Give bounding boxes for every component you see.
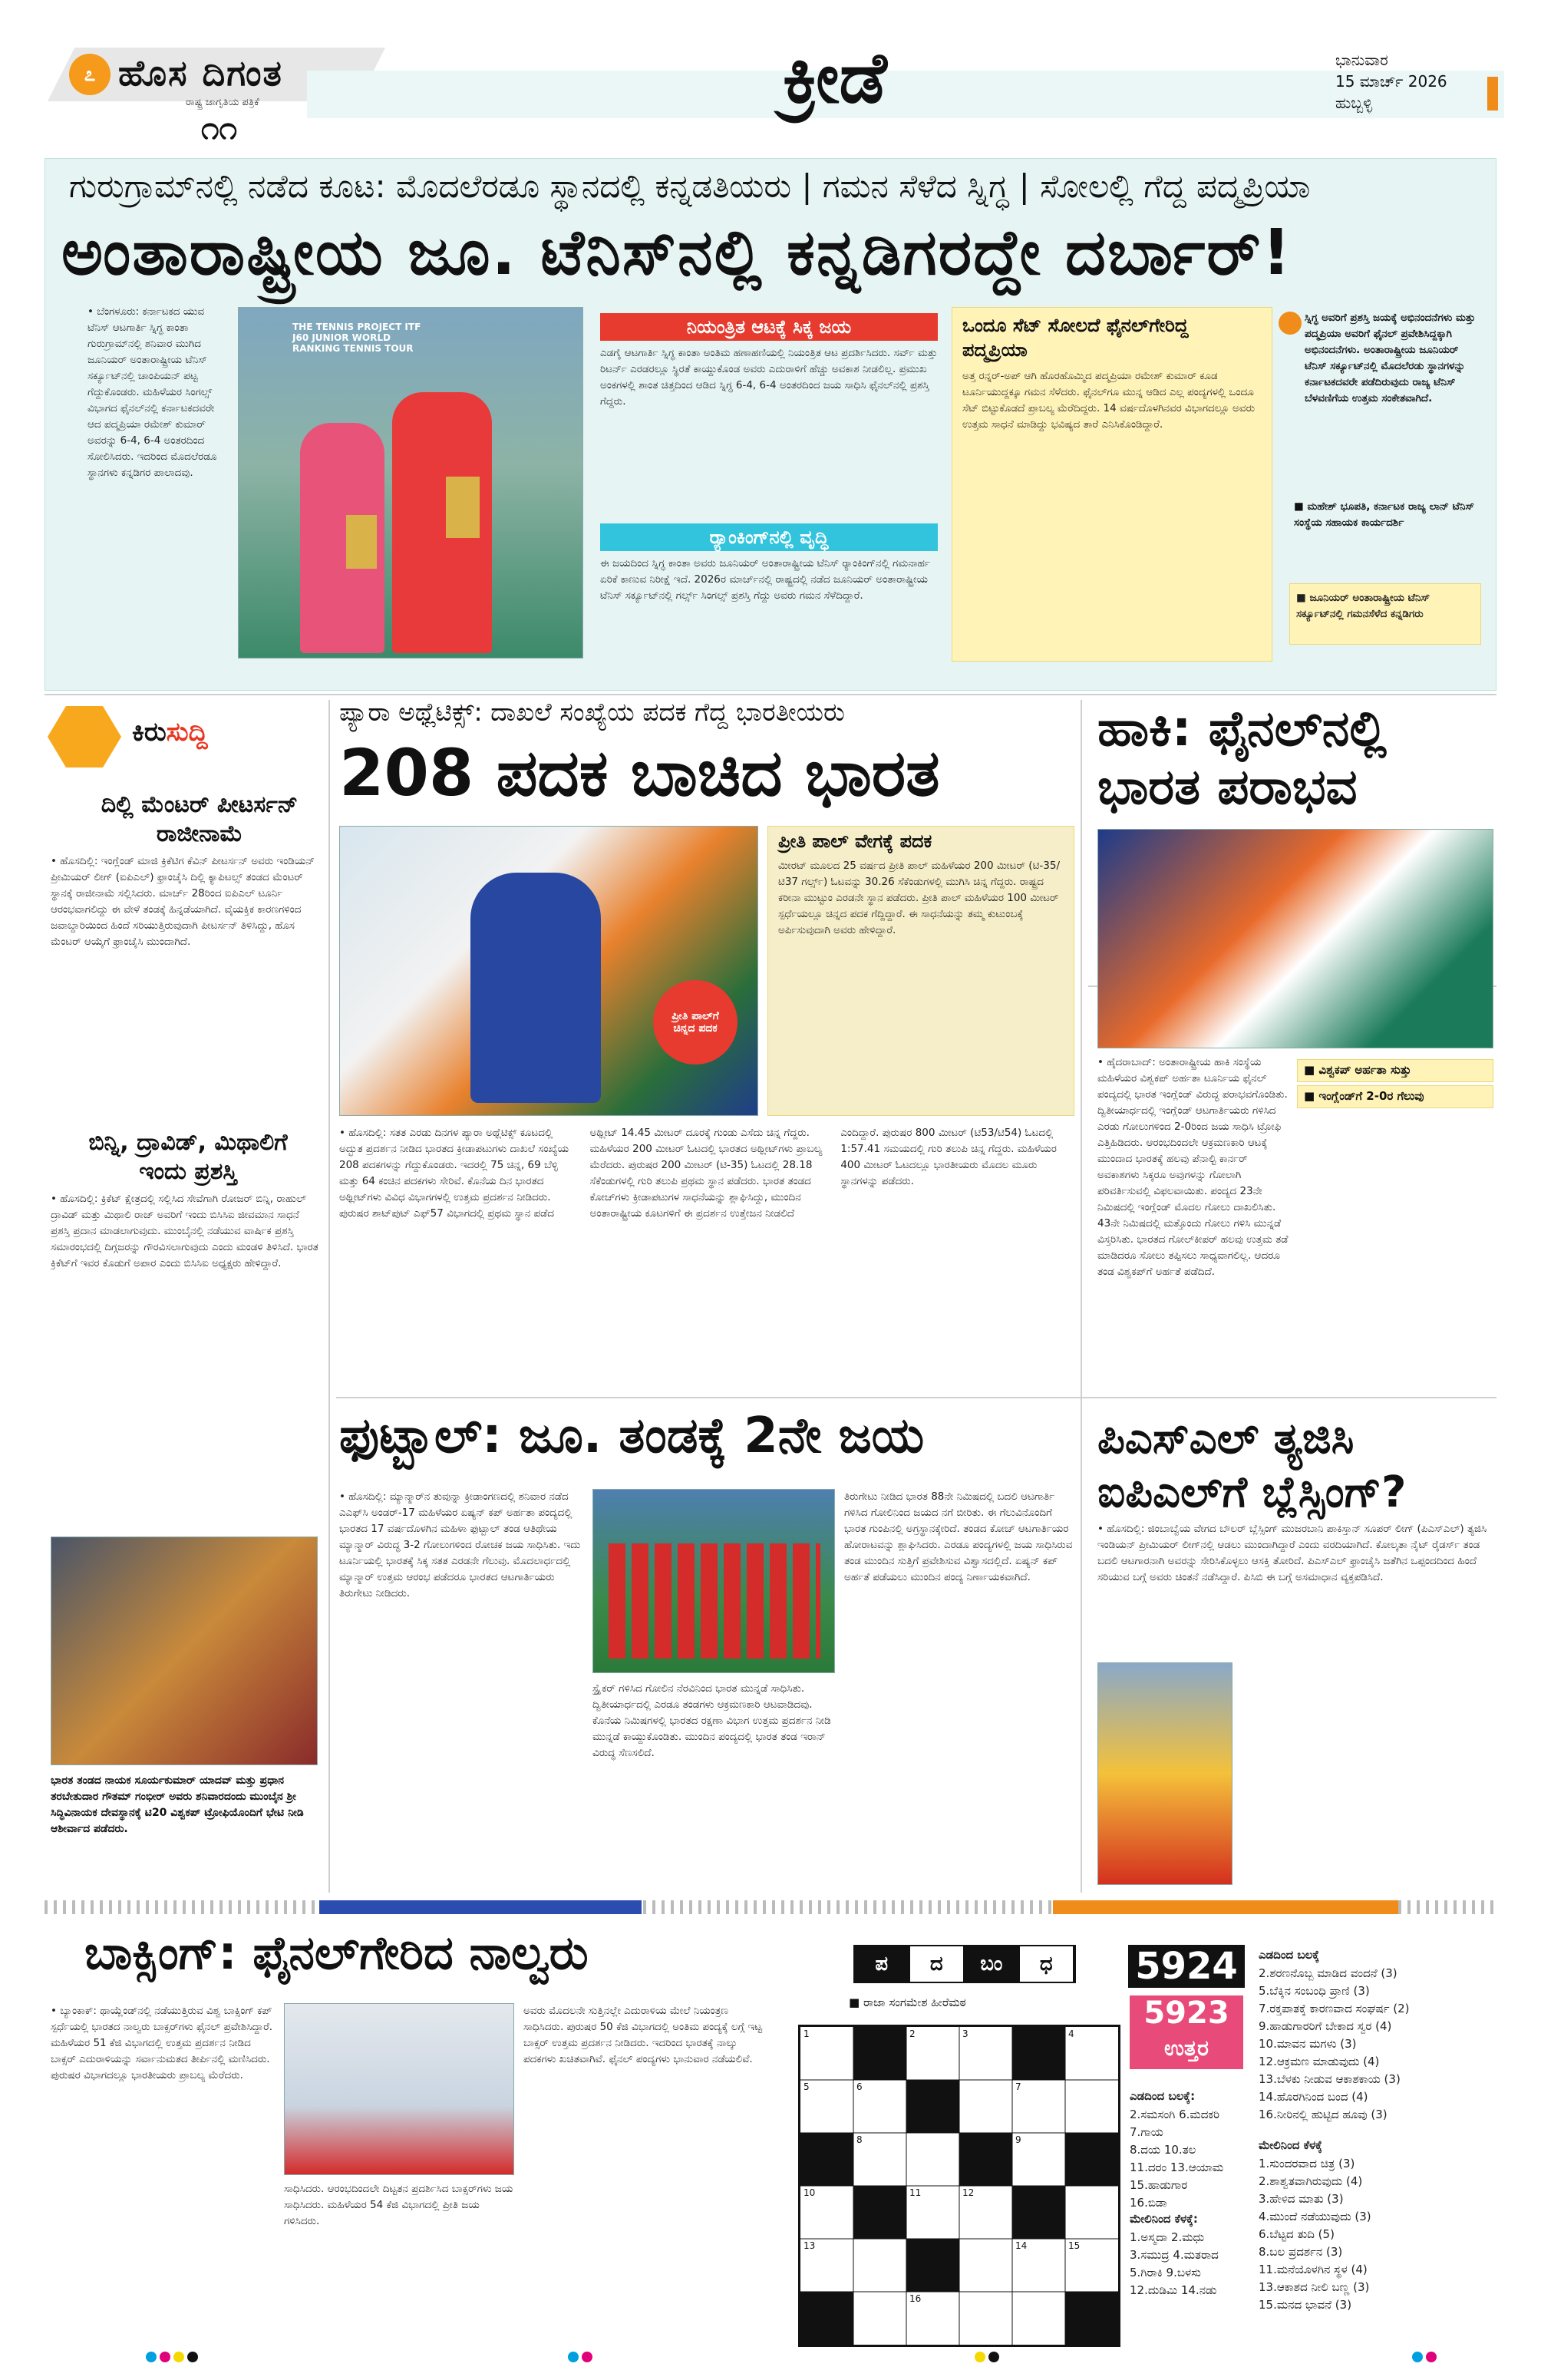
crossword-grid-svg	[800, 2027, 1118, 2345]
kiru-item2-title: ಬಿನ್ನಿ, ದ್ರಾವಿಡ್, ಮಿಥಾಲಿಗೆ ಇಂದು ಪ್ರಶಸ್ತಿ	[88, 1129, 288, 1185]
cw-num-4: 4	[1068, 2028, 1074, 2039]
kiru-photo	[51, 1537, 318, 1765]
photo-badge: ಪ್ರೀತಿ ಪಾಲ್‌ಗೆ ಚಿನ್ನದ ಪದಕ	[653, 980, 738, 1065]
psl-body: • ಹೊಸದಿಲ್ಲಿ: ಜಿಂಬಾಬ್ವೆಯ ವೇಗದ ಬೌಲರ್ ಬ್ಲೆಸ್ಸಿಂಗ್ ಮುಜರಬಾನಿ ಪಾಕಿಸ್ತಾನ್ ಸೂಪರ್ ಲೀಗ್ (ಪಿಎಸ್‌ಎಲ್) ತ್ಯಜಿಸಿ ಇಂಡಿಯನ್ ಪ್ರೀಮಿಯರ್ ಲೀಗ್‌ನಲ್ಲಿ ಆಡಲು ಮುಂದಾಗಿದ್ದಾರೆ ಎಂದು ವರದಿಯಾಗಿದೆ. ಕೋಲ್ಕತಾ ನೈಟ್ ರೈಡರ್ಸ್ ತಂಡ ಬದಲಿ ಆಟಗಾರನಾಗಿ ಅವರನ್ನು ಸೇರಿಸಿಕೊಳ್ಳಲು ಆಸಕ್ತಿ ತೋರಿದೆ. ಪಿಎಸ್‌ಎಲ್ ಫ್ರಾಂಚೈಸಿ ಜತೆಗಿನ ಒಪ್ಪಂದದಿಂದ ಹಿಂದೆ ಸರಿಯುವ ಬಗ್ಗೆ ಅವರು ಚಿಂತನೆ ನಡೆಸಿದ್ದಾರೆ. ಪಿಸಿಬಿ ಈ ಬಗ್ಗೆ ಅಸಮಾಧಾನ ವ್ಯಕ್ತಪಡಿಸಿದೆ.	[1097, 1523, 1487, 1583]
football-team-photo	[592, 1489, 835, 1673]
answers-across-title: ಎಡದಿಂದ ಬಲಕ್ಕೆ:	[1130, 2089, 1196, 2103]
newspaper-tagline: ರಾಷ್ಟ್ರ ಜಾಗೃತಿಯ ಪತ್ರಿಕೆ	[186, 97, 259, 108]
kiru-title-a: ಕಿರು	[132, 717, 167, 748]
dateline-day: ಭಾನುವಾರ	[1335, 51, 1388, 69]
section-title: ಕ್ರೀಡೆ	[783, 37, 887, 119]
cw-num-11: 11	[909, 2187, 922, 2198]
box2-label: ರ‍್ಯಾಂಕಿಂಗ್‌ನಲ್ಲಿ ವೃದ್ಧಿ	[600, 523, 938, 551]
section-rule	[45, 694, 1496, 695]
hockey-body: • ಹೈದರಾಬಾದ್: ಅಂತಾರಾಷ್ಟ್ರೀಯ ಹಾಕಿ ಸಂಸ್ಥೆಯ ಮಹಿಳೆಯರ ವಿಶ್ವಕಪ್ ಅರ್ಹತಾ ಟೂರ್ನಿಯ ಫೈನಲ್ ಪಂದ್ಯದಲ್ಲಿ ಭಾರತ ಇಂಗ್ಲೆಂಡ್ ವಿರುದ್ಧ ಪರಾಭವಗೊಂಡಿತು. ದ್ವಿತೀಯಾರ್ಧದಲ್ಲಿ ಇಂಗ್ಲೆಂಡ್ ಆಟಗಾರ್ತಿಯರು ಗಳಿಸಿದ ಎರಡು ಗೋಲುಗಳಿಂದ 2-0ರಿಂದ ಜಯ ಸಾಧಿಸಿ ಟ್ರೋಫಿ ಎತ್ತಿಹಿಡಿದರು. ಆರಂಭದಿಂದಲೇ ಆಕ್ರಮಣಕಾರಿ ಆಟಕ್ಕೆ ಮುಂದಾದ ಭಾರತಕ್ಕೆ ಹಲವು ಪೆನಾಲ್ಟಿ ಕಾರ್ನರ್ ಅವಕಾಶಗಳು ಸಿಕ್ಕರೂ ಅವುಗಳನ್ನು ಗೋಲಾಗಿ ಪರಿವರ್ತಿಸುವಲ್ಲಿ ವಿಫಲವಾಯಿತು. ಪಂದ್ಯದ 23ನೇ ನಿಮಿಷದಲ್ಲಿ ಇಂಗ್ಲೆಂಡ್ ಮೊದಲ ಗೋಲು ದಾಖಲಿಸಿತು. 43ನೇ ನಿಮಿಷದಲ್ಲಿ ಮತ್ತೊಂದು ಗೋಲು ಗಳಿಸಿ ಮುನ್ನಡೆ ವಿಸ್ತರಿಸಿತು. ಭಾರತದ ಗೋಲ್‌ಕೀಪರ್ ಹಲವು ಉತ್ತಮ ತಡೆ ಮಾಡಿದರೂ ಸೋಲು ತಪ್ಪಿಸಲು ಸಾಧ್ಯವಾಗಲಿಲ್ಲ. ಆದರೂ ತಂಡ ವಿಶ್ವಕಪ್‌ಗೆ ಅರ್ಹತೆ ಪಡೆದಿದೆ.	[1097, 1056, 1289, 1278]
divider-blue	[319, 1900, 642, 1914]
psl-headline: ಪಿಎಸ್‌ಎಲ್ ತ್ಯಜಿಸಿ ಐಪಿಎಲ್‌ಗೆ ಬ್ಲೆಸ್ಸಿಂಗ್?	[1097, 1414, 1407, 1517]
box4-text: ಸ್ನಿಗ್ಧ ಅವರಿಗೆ ಪ್ರಶಸ್ತಿ ಜಯಕ್ಕೆ ಅಭಿನಂದನೆಗಳು ಮತ್ತು ಪದ್ಮಪ್ರಿಯಾ ಅವರಿಗೆ ಫೈನಲ್ ಪ್ರವೇಶಿಸಿದ್ದಕ್ಕಾಗಿ ಅಭಿನಂದನೆಗಳು. ಅಂತಾರಾಷ್ಟ್ರೀಯ ಜೂನಿಯರ್ ಟೆನಿಸ್ ಸರ್ಕ್ಯೂಟ್‌ನಲ್ಲಿ ಮೊದಲೆರಡು ಸ್ಥಾನಗಳನ್ನು ಕರ್ನಾಟಕದವರೇ ಪಡೆದಿರುವುದು ರಾಜ್ಯ ಟೆನಿಸ್ ಬೆಳವಣಿಗೆಯ ಉತ್ತಮ ಸಂಕೇತವಾಗಿದೆ.	[1305, 312, 1476, 404]
boxing-photo	[284, 2003, 514, 2175]
prev-crossword-number: 5923	[1130, 1995, 1243, 2035]
box1-text: ಎಡಗೈ ಆಟಗಾರ್ತಿ ಸ್ನಿಗ್ಧ ಕಾಂತಾ ಅಂತಿಮ ಹಣಾಹಣಿಯಲ್ಲಿ ನಿಯಂತ್ರಿತ ಆಟ ಪ್ರದರ್ಶಿಸಿದರು. ಸರ್ವ್ ಮತ್ತು ರಿಟರ್ನ್ ಎರಡರಲ್ಲೂ ಸ್ಥಿರತೆ ಕಾಯ್ದುಕೊಂಡ ಅವರು ಎದುರಾಳಿಗೆ ಹೆಚ್ಚು ಅವಕಾಶ ನೀಡಲಿಲ್ಲ. ಪ್ರಮುಖ ಅಂಕಗಳಲ್ಲಿ ಶಾಂತ ಚಿತ್ತದಿಂದ ಆಡಿದ ಸ್ನಿಗ್ಧ 6-4, 6-4 ಅಂತರದಿಂದ ಜಯ ಸಾಧಿಸಿ ಫೈನಲ್‌ನಲ್ಲಿ ಪ್ರಶಸ್ತಿ ಗೆದ್ದರು.	[600, 347, 938, 408]
para-headline: 208 ಪದಕ ಬಾಚಿದ ಭಾರತ	[339, 735, 940, 810]
preethi-pal-photo	[339, 826, 758, 1116]
cw-num-10: 10	[803, 2187, 816, 2198]
cw-num-9: 9	[1015, 2134, 1021, 2145]
para-kicker: ಪ್ಯಾರಾ ಅಥ್ಲೆಟಿಕ್ಸ್: ದಾಖಲೆ ಸಂಖ್ಯೆಯ ಪದಕ ಗೆದ್ದ ಭಾರತೀಯರು	[339, 697, 845, 727]
cw-num-16: 16	[909, 2293, 922, 2304]
kiru-item2-text: • ಹೊಸದಿಲ್ಲಿ: ಕ್ರಿಕೆಟ್ ಕ್ಷೇತ್ರದಲ್ಲಿ ಸಲ್ಲಿಸಿದ ಸೇವೆಗಾಗಿ ರೋಜರ್ ಬಿನ್ನಿ, ರಾಹುಲ್ ದ್ರಾವಿಡ್ ಮತ್ತು ಮಿಥಾಲಿ ರಾಜ್ ಅವರಿಗೆ ಇಂದು ಬಿಸಿಸಿಐ ಜೀವಮಾನ ಸಾಧನೆ ಪ್ರಶಸ್ತಿ ಪ್ರದಾನ ಮಾಡಲಾಗುವುದು. ಮುಂಬೈನಲ್ಲಿ ನಡೆಯುವ ವಾರ್ಷಿಕ ಪ್ರಶಸ್ತಿ ಸಮಾರಂಭದಲ್ಲಿ ದಿಗ್ಗಜರನ್ನು ಗೌರವಿಸಲಾಗುವುದು ಎಂದು ಮಂಡಳಿ ತಿಳಿಸಿದೆ. ಭಾರತ ಕ್ರಿಕೆಟ್‌ಗೆ ಇವರ ಕೊಡುಗೆ ಅಪಾರ ಎಂದು ಬಿಸಿಸಿಐ ಅಧ್ಯಕ್ಷರು ಹೇಳಿದ್ದಾರೆ.	[51, 1193, 318, 1269]
top-story-lead: • ಬೆಂಗಳೂರು: ಕರ್ನಾಟಕದ ಯುವ ಟೆನಿಸ್ ಆಟಗಾರ್ತಿ ಸ್ನಿಗ್ಧ ಕಾಂತಾ ಗುರುಗ್ರಾಮ್‌ನಲ್ಲಿ ಶನಿವಾರ ಮುಗಿದ ಜೂನಿಯರ್ ಅಂತಾರಾಷ್ಟ್ರೀಯ ಟೆನಿಸ್ ಸರ್ಕ್ಯೂಟ್‌ನಲ್ಲಿ ಚಾಂಪಿಯನ್ ಪಟ್ಟ ಗೆದ್ದುಕೊಂಡರು. ಮಹಿಳೆಯರ ಸಿಂಗಲ್ಸ್ ವಿಭಾಗದ ಫೈನಲ್‌ನಲ್ಲಿ ಕರ್ನಾಟಕದವರೇ ಆದ ಪದ್ಮಪ್ರಿಯಾ ರಮೇಶ್ ಕುಮಾರ್ ಅವರನ್ನು 6-4, 6-4 ಅಂತರದಿಂದ ಸೋಲಿಸಿದರು. ಇದರಿಂದ ಮೊದಲೆರಡೂ ಸ್ಥಾನಗಳು ಕನ್ನಡಿಗರ ಪಾಲಾದವು.	[87, 305, 217, 479]
crossword-grid	[798, 2025, 1120, 2347]
box1-label: ನಿಯಂತ್ರಿತ ಆಟಕ್ಕೆ ಸಿಕ್ಕ ಜಯ	[600, 313, 938, 341]
dateline-place: ಹುಬ್ಬಳ್ಳಿ	[1335, 94, 1373, 112]
kiru-item1-title: ದಿಲ್ಲಿ ಮೆಂಟರ್ ಪೀಟರ್ಸನ್ ರಾಜೀನಾಮೆ	[101, 791, 299, 847]
section-band	[307, 71, 1504, 118]
cw-num-14: 14	[1015, 2240, 1028, 2251]
boxing-body-b: ಅವರು ಮೊದಲನೇ ಸುತ್ತಿನಲ್ಲೇ ಎದುರಾಳಿಯ ಮೇಲೆ ನಿಯಂತ್ರಣ ಸಾಧಿಸಿದರು. ಪುರುಷರ 50 ಕೆಜಿ ವಿಭಾಗದಲ್ಲಿ ಅಂತಿಮ ಪಂದ್ಯಕ್ಕೆ ಲಗ್ಗೆ ಇಟ್ಟ ಬಾಕ್ಸರ್ ಉತ್ತಮ ಪ್ರದರ್ಶನ ನೀಡಿದರು. ಇದರಿಂದ ಭಾರತಕ್ಕೆ ನಾಲ್ಕು ಪದಕಗಳು ಖಚಿತವಾಗಿವೆ. ಫೈನಲ್ ಪಂದ್ಯಗಳು ಭಾನುವಾರ ನಡೆಯಲಿವೆ.	[523, 2005, 763, 2065]
football-body-a: • ಹೊಸದಿಲ್ಲಿ: ಮ್ಯಾನ್ಮಾರ್‌ನ ತುವುನ್ನಾ ಕ್ರೀಡಾಂಗಣದಲ್ಲಿ ಶನಿವಾರ ನಡೆದ ಎಎಫ್‌ಸಿ ಅಂಡರ್-17 ಮಹಿಳೆಯರ ಏಷ್ಯನ್ ಕಪ್ ಅರ್ಹತಾ ಪಂದ್ಯದಲ್ಲಿ ಭಾರತದ 17 ವರ್ಷದೊಳಗಿನ ಮಹಿಳಾ ಫುಟ್ಬಾಲ್ ತಂಡ ಆತಿಥೇಯ ಮ್ಯಾನ್ಮಾರ್ ವಿರುದ್ಧ 3-2 ಗೋಲುಗಳಿಂದ ರೋಚಕ ಜಯ ಸಾಧಿಸಿತು. ಇದು ಟೂರ್ನಿಯಲ್ಲಿ ಭಾರತಕ್ಕೆ ಸಿಕ್ಕ ಸತತ ಎರಡನೇ ಗೆಲುವು. ಮೊದಲಾರ್ಧದಲ್ಲಿ ಮ್ಯಾನ್ಮಾರ್ ಉತ್ತಮ ಆರಂಭ ಪಡೆದರೂ ಭಾರತದ ಆಟಗಾರ್ತಿಯರು ತಿರುಗೇಟು ನೀಡಿದರು.	[339, 1490, 581, 1599]
answers-down-title: ಮೇಲಿನಿಂದ ಕೆಳಕ್ಕೆ:	[1130, 2212, 1198, 2226]
column-rule	[1081, 700, 1082, 1893]
clues-down: 1.ಸುಂದರವಾದ ಚಿತ್ರ (3) 2.ಶಾಶ್ವತವಾಗಿರುವುದು (4) 3.ಹೇಳಿದ ಮಾತು (3) 4.ಮುಂದೆ ನಡೆಯುವುದು (3) 6.ಬೆಟ್ಟದ ತುದಿ (5) 8.ಬಲ ಪ್ರದರ್ಶನ (3) 11.ಮನೆಯೊಳಗಿನ ಸ್ಥಳ (4) 13.ಆಕಾಶದ ನೀಲಿ ಬಣ್ಣ (3) 15.ಮನದ ಭಾವನೆ (3)	[1259, 2157, 1371, 2312]
registration-mark	[988, 2352, 999, 2362]
psl-body-cont	[1240, 1662, 1493, 1885]
answers-across: 2.ಸಮಸಂಗಿ 6.ಮದಕರಿ 7.ಗಾಯ 8.ದಯ 10.ತಲ 11.ದರಂ 13.ಆಯಾಮ 15.ಹಾಡುಗಾರ 16.ಬಿಡಾ	[1130, 2108, 1224, 2210]
clues-across-title: ಎಡದಿಂದ ಬಲಕ್ಕೆ	[1259, 1948, 1320, 1962]
football-headline: ಫುಟ್ಬಾಲ್: ಜೂ. ತಂಡಕ್ಕೆ 2ನೇ ಜಯ	[339, 1408, 925, 1464]
hockey-body-cont	[1297, 1114, 1493, 1391]
para-side-title: ಪ್ರೀತಿ ಪಾಲ್ ವೇಗಕ್ಕೆ ಪದಕ	[778, 830, 932, 852]
cw-num-6: 6	[856, 2081, 863, 2092]
hockey-headline: ಹಾಕಿ: ಫೈನಲ್‌ನಲ್ಲಿ ಭಾರತ ಪರಾಭವ	[1097, 701, 1387, 816]
cw-num-1: 1	[803, 2028, 810, 2039]
registration-mark	[1426, 2352, 1437, 2362]
box3-title: ಒಂದೂ ಸೆಟ್ ಸೋಲದೆ ಫೈನಲ್‌ಗೇರಿದ್ದ ಪದ್ಮಪ್ರಿಯಾ	[962, 315, 1189, 361]
football-body-c: ತಿರುಗೇಟು ನೀಡಿದ ಭಾರತ 88ನೇ ನಿಮಿಷದಲ್ಲಿ ಬದಲಿ ಆಟಗಾರ್ತಿ ಗಳಿಸಿದ ಗೋಲಿನಿಂದ ಜಯದ ನಗೆ ಬೀರಿತು. ಈ ಗೆಲುವಿನೊಂದಿಗೆ ಭಾರತ ಗುಂಪಿನಲ್ಲಿ ಅಗ್ರಸ್ಥಾನಕ್ಕೇರಿದೆ. ತಂಡದ ಕೋಚ್ ಆಟಗಾರ್ತಿಯರ ಹೋರಾಟವನ್ನು ಶ್ಲಾಘಿಸಿದರು. ಎರಡೂ ಪಂದ್ಯಗಳಲ್ಲಿ ಜಯ ಸಾಧಿಸಿರುವ ತಂಡ ಮುಂದಿನ ಸುತ್ತಿಗೆ ಪ್ರವೇಶಿಸುವ ವಿಶ್ವಾಸದಲ್ಲಿದೆ. ಏಷ್ಯನ್ ಕಪ್ ಅರ್ಹತೆ ಪಡೆಯಲು ಮುಂದಿನ ಪಂದ್ಯ ನಿರ್ಣಾಯಕವಾಗಿದೆ.	[844, 1490, 1073, 1583]
divider-orange	[1053, 1900, 1398, 1914]
registration-mark	[173, 2352, 184, 2362]
cw-letter-4: ಧ	[1020, 1946, 1075, 1982]
clues-across: 2.ಶರಣನೊಬ್ಬ ಮಾಡಿದ ವಂದನೆ (3) 5.ಬೆಕ್ಕಿನ ಸಂಬಂಧಿ ಪ್ರಾಣಿ (3) 7.ರಕ್ತಪಾತಕ್ಕೆ ಕಾರಣವಾದ ಸಂಘರ್ಷ (2) 9.ಹಾಡುಗಾರರಿಗೆ ಬೇಕಾದ ಸ್ವರ (4) 10.ಮಾವನ ಮಗಳು (3) 12.ಆಕ್ರಮಣ ಮಾಡುವುದು (4) 13.ಬೆಳಕು ನೀಡುವ ಆಕಾಶಕಾಯ (3) 14.ಹೊರಗಿನಿಂದ ಬಂದ (4) 16.ನೀರಿನಲ್ಲಿ ಹುಟ್ಟಿದ ಹೂವು (3)	[1259, 1966, 1410, 2121]
registration-mark	[568, 2352, 579, 2362]
hockey-tag1: ■ ವಿಶ್ವಕಪ್ ಅರ್ಹತಾ ಸುತ್ತು	[1297, 1059, 1493, 1082]
team-players	[609, 1543, 820, 1659]
trophy-left	[346, 515, 377, 569]
top-story-kicker: ಗುರುಗ್ರಾಮ್‌ನಲ್ಲಿ ನಡೆದ ಕೂಟ: ಮೊದಲೆರಡೂ ಸ್ಥಾನದಲ್ಲಿ ಕನ್ನಡತಿಯರು | ಗಮನ ಸೆಳೆದ ಸ್ನಿಗ್ಧ | ಸೋಲಲ್ಲಿ ಗೆದ್ದ ಪದ್ಮಪ್ರಿಯಾ	[69, 167, 1311, 205]
cw-num-7: 7	[1015, 2081, 1021, 2092]
crossword-number: 5924	[1128, 1945, 1245, 1988]
box2-text: ಈ ಜಯದಿಂದ ಸ್ನಿಗ್ಧ ಕಾಂತಾ ಅವರು ಜೂನಿಯರ್ ಅಂತಾರಾಷ್ಟ್ರೀಯ ಟೆನಿಸ್ ರ‍್ಯಾಂಕಿಂಗ್‌ನಲ್ಲಿ ಗಮನಾರ್ಹ ಏರಿಕೆ ಕಾಣುವ ನಿರೀಕ್ಷೆ ಇದೆ. 2026ರ ಮಾರ್ಚ್‌ನಲ್ಲಿ ರಾಷ್ಟ್ರದಲ್ಲಿ ನಡೆದ ಜೂನಿಯರ್ ಅಂತಾರಾಷ್ಟ್ರೀಯ ಟೆನಿಸ್ ಸರ್ಕ್ಯೂಟ್‌ನಲ್ಲಿ ಗರ್ಲ್ಸ್ ಸಿಂಗಲ್ಸ್ ಪ್ರಶಸ್ತಿ ಗೆದ್ದು ಅವರು ಗಮನ ಸೆಳೆದಿದ್ದಾರೆ.	[600, 557, 930, 602]
column-rule	[328, 700, 330, 1893]
kiru-item1-text: • ಹೊಸದಿಲ್ಲಿ: ಇಂಗ್ಲೆಂಡ್ ಮಾಜಿ ಕ್ರಿಕೆಟಿಗ ಕೆವಿನ್ ಪೀಟರ್ಸನ್ ಅವರು ಇಂಡಿಯನ್ ಪ್ರೀಮಿಯರ್ ಲೀಗ್ (ಐಪಿಎಲ್) ಫ್ರಾಂಚೈಸಿ ದಿಲ್ಲಿ ಕ್ಯಾಪಿಟಲ್ಸ್ ತಂಡದ ಮೆಂಟರ್ ಸ್ಥಾನಕ್ಕೆ ರಾಜೀನಾಮೆ ಸಲ್ಲಿಸಿದರು. ಮಾರ್ಚ್ 28ರಿಂದ ಐಪಿಎಲ್ ಟೂರ್ನಿ ಆರಂಭವಾಗಲಿದ್ದು ಈ ವೇಳೆ ತಂಡಕ್ಕೆ ಹಿನ್ನಡೆಯಾಗಿದೆ. ವೈಯಕ್ತಿಕ ಕಾರಣಗಳಿಂದ ಜವಾಬ್ದಾರಿಯಿಂದ ಹಿಂದೆ ಸರಿಯುತ್ತಿರುವುದಾಗಿ ಪೀಟರ್ಸನ್ ತಿಳಿಸಿದ್ದು, ಹೊಸ ಮೆಂಟರ್ ಆಯ್ಕೆಗೆ ಫ್ರಾಂಚೈಸಿ ಮುಂದಾಗಿದೆ.	[51, 855, 315, 948]
cw-num-3: 3	[962, 2028, 968, 2039]
accent-bar	[1487, 77, 1498, 111]
registration-mark	[1412, 2352, 1423, 2362]
cw-letter-2: ದ	[910, 1946, 965, 1982]
registration-mark	[187, 2352, 198, 2362]
kiru-title-b: ಸುದ್ದಿ	[166, 717, 208, 748]
boxing-headline: ಬಾಕ್ಸಿಂಗ್: ಫೈನಲ್‌ಗೇರಿದ ನಾಲ್ವರು	[84, 1926, 589, 1980]
registration-mark	[146, 2352, 157, 2362]
kiru-photo-caption: ಭಾರತ ತಂಡದ ನಾಯಕ ಸೂರ್ಯಕುಮಾರ್ ಯಾದವ್ ಮತ್ತು ಪ್ರಧಾನ ತರಬೇತುದಾರ ಗೌತಮ್ ಗಂಭೀರ್ ಅವರು ಶನಿವಾರದಂದು ಮುಂಬೈನ ಶ್ರೀ ಸಿದ್ಧಿವಿನಾಯಕ ದೇವಸ್ಥಾನಕ್ಕೆ ಟಿ20 ವಿಶ್ವಕಪ್ ಟ್ರೋಫಿಯೊಂದಿಗೆ ಭೇಟಿ ನೀಡಿ ಆಶೀರ್ವಾದ ಪಡೆದರು.	[51, 1774, 304, 1835]
crossword-author: ■ ರಾಜಾ ಸಂಗಮೇಶ ಹೀರೆಮಠ	[849, 1995, 966, 2009]
hockey-photo	[1097, 829, 1493, 1048]
dateline	[1335, 49, 1447, 114]
cw-num-13: 13	[803, 2240, 816, 2251]
logo-badge: ೭	[69, 54, 111, 95]
para-body: • ಹೊಸದಿಲ್ಲಿ: ಸತತ ಎರಡು ದಿನಗಳ ಪ್ಯಾರಾ ಅಥ್ಲೆಟಿಕ್ಸ್ ಕೂಟದಲ್ಲಿ ಅದ್ಭುತ ಪ್ರದರ್ಶನ ನೀಡಿದ ಭಾರತದ ಕ್ರೀಡಾಪಟುಗಳು ದಾಖಲೆ ಸಂಖ್ಯೆಯ 208 ಪದಕಗಳನ್ನು ಗೆದ್ದುಕೊಂಡರು. ಇದರಲ್ಲಿ 75 ಚಿನ್ನ, 69 ಬೆಳ್ಳಿ ಮತ್ತು 64 ಕಂಚಿನ ಪದಕಗಳು ಸೇರಿವೆ. ಕೊನೆಯ ದಿನ ಭಾರತದ ಅಥ್ಲೀಟ್‌ಗಳು ವಿವಿಧ ವಿಭಾಗಗಳಲ್ಲಿ ಉತ್ತಮ ಪ್ರದರ್ಶನ ನೀಡಿದರು. ಪುರುಷರ ಶಾಟ್‌ಪುಟ್ ಎಫ್57 ವಿಭಾಗದಲ್ಲಿ ಪ್ರಥಮ ಸ್ಥಾನ ಪಡೆದ ಅಥ್ಲೀಟ್ 14.45 ಮೀಟರ್ ದೂರಕ್ಕೆ ಗುಂಡು ಎಸೆದು ಚಿನ್ನ ಗೆದ್ದರು. ಮಹಿಳೆಯರ 200 ಮೀಟರ್ ಓಟದಲ್ಲಿ ಭಾರತದ ಅಥ್ಲೀಟ್‌ಗಳು ಪ್ರಾಬಲ್ಯ ಮೆರೆದರು. ಪುರುಷರ 200 ಮೀಟರ್ (ಟಿ-35) ಓಟದಲ್ಲಿ 28.18 ಸೆಕೆಂಡುಗಳಲ್ಲಿ ಗುರಿ ತಲುಪಿ ಪ್ರಥಮ ಸ್ಥಾನ ಪಡೆದರು. ಭಾರತ ತಂಡದ ಕೋಚ್‌ಗಳು ಕ್ರೀಡಾಪಟುಗಳ ಸಾಧನೆಯನ್ನು ಶ್ಲಾಘಿಸಿದ್ದು, ಮುಂದಿನ ಅಂತಾರಾಷ್ಟ್ರೀಯ ಕೂಟಗಳಿಗೆ ಈ ಪ್ರದರ್ಶನ ಉತ್ತೇಜನ ನೀಡಲಿದೆ ಎಂದಿದ್ದಾರೆ. ಪುರುಷರ 800 ಮೀಟರ್ (ಟಿ53/ಟಿ54) ಓಟದಲ್ಲಿ 1:57.41 ಸಮಯದಲ್ಲಿ ಗುರಿ ತಲುಪಿ ಚಿನ್ನ ಗೆದ್ದರು. ಮಹಿಳೆಯರ 400 ಮೀಟರ್ ಓಟದಲ್ಲೂ ಭಾರತೀಯರು ಮೊದಲ ಮೂರು ಸ್ಥಾನಗಳನ್ನು ಪಡೆದರು.	[339, 1127, 1057, 1220]
tennis-photo	[238, 307, 583, 659]
boxing-body-a: • ಬ್ಯಾಂಕಾಕ್: ಥಾಯ್ಲೆಂಡ್‌ನಲ್ಲಿ ನಡೆಯುತ್ತಿರುವ ವಿಶ್ವ ಬಾಕ್ಸಿಂಗ್ ಕಪ್ ಸ್ಪರ್ಧೆಯಲ್ಲಿ ಭಾರತದ ನಾಲ್ವರು ಬಾಕ್ಸರ್‌ಗಳು ಫೈನಲ್ ಪ್ರವೇಶಿಸಿದ್ದಾರೆ. ಮಹಿಳೆಯರ 51 ಕೆಜಿ ವಿಭಾಗದಲ್ಲಿ ಉತ್ತಮ ಪ್ರದರ್ಶನ ನೀಡಿದ ಬಾಕ್ಸರ್ ಎದುರಾಳಿಯನ್ನು ಸರ್ವಾನುಮತದ ತೀರ್ಪಿನಲ್ಲಿ ಮಣಿಸಿದರು. ಪುರುಷರ ವಿಭಾಗದಲ್ಲೂ ಭಾರತೀಯರು ಪ್ರಾಬಲ್ಯ ಮೆರೆದರು.	[51, 2005, 273, 2081]
registration-mark	[975, 2352, 985, 2362]
prev-answer-label: ಉತ್ತರ	[1130, 2035, 1243, 2069]
box4-signature: ■ ಮಹೇಶ್ ಭೂಪತಿ, ಕರ್ನಾಟಕ ರಾಜ್ಯ ಲಾನ್ ಟೆನಿಸ್ ಸಂಸ್ಥೆಯ ಸಹಾಯಕ ಕಾರ್ಯದರ್ಶಿ	[1294, 500, 1475, 529]
registration-mark	[582, 2352, 592, 2362]
clues-down-title: ಮೇಲಿನಿಂದ ಕೆಳಕ್ಕೆ	[1259, 2138, 1322, 2152]
dateline-date: 15 ಮಾರ್ಚ್ 2026	[1335, 72, 1447, 91]
section-rule	[336, 1397, 1496, 1398]
registration-mark	[160, 2352, 170, 2362]
page-number: ೧೧	[201, 109, 238, 147]
hockey-tag2: ■ ಇಂಗ್ಲೆಂಡ್‌ಗೆ 2-0ರ ಗೆಲುವು	[1297, 1085, 1493, 1108]
cw-letter-1: ಪ	[855, 1946, 910, 1982]
cw-num-2: 2	[909, 2028, 916, 2039]
kiru-hand-icon	[48, 706, 121, 767]
box5: ■ ಜೂನಿಯರ್ ಅಂತಾರಾಷ್ಟ್ರೀಯ ಟೆನಿಸ್ ಸರ್ಕ್ಯೂಟ್‌ನಲ್ಲಿ ಗಮನಸೆಳೆದ ಕನ್ನಡಿಗರು	[1289, 583, 1481, 645]
cw-num-8: 8	[856, 2134, 863, 2145]
tennis-photo-banner: THE TENNIS PROJECT ITF J60 JUNIOR WORLD RANKING TENNIS TOUR	[292, 322, 421, 354]
psl-player-photo	[1097, 1662, 1232, 1885]
top-story-headline: ಅಂತಾರಾಷ್ಟ್ರೀಯ ಜೂ. ಟೆನಿಸ್‌ನಲ್ಲಿ ಕನ್ನಡಿಗರದ್ದೇ ದರ್ಬಾರ್!	[61, 216, 1292, 289]
para-side-text: ಮೀರಟ್ ಮೂಲದ 25 ವರ್ಷದ ಪ್ರೀತಿ ಪಾಲ್ ಮಹಿಳೆಯರ 200 ಮೀಟರ್ (ಟಿ-35/ಟಿ37 ಗರ್ಲ್ಸ್) ಓಟವನ್ನು 30.26 ಸೆಕೆಂಡುಗಳಲ್ಲಿ ಮುಗಿಸಿ ಚಿನ್ನ ಗೆದ್ದರು. ರಾಷ್ಟ್ರದ ಕರೀನಾ ಮುಟ್ಟುಂ ಎರಡನೇ ಸ್ಥಾನ ಪಡೆದರು. ಪ್ರೀತಿ ಪಾಲ್ ಮಹಿಳೆಯರ 100 ಮೀಟರ್ ಸ್ಪರ್ಧೆಯಲ್ಲೂ ಚಿನ್ನದ ಪದಕ ಗೆದ್ದಿದ್ದಾರೆ. ಈ ಸಾಧನೆಯನ್ನು ತಮ್ಮ ಕುಟುಂಬಕ್ಕೆ ಅರ್ಪಿಸುವುದಾಗಿ ಅವರು ಹೇಳಿದ್ದಾರೆ.	[778, 860, 1060, 936]
football-body-b: ಸ್ಟ್ರೈಕರ್ ಗಳಿಸಿದ ಗೋಲಿನ ನೆರವಿನಿಂದ ಭಾರತ ಮುನ್ನಡೆ ಸಾಧಿಸಿತು. ದ್ವಿತೀಯಾರ್ಧದಲ್ಲಿ ಎರಡೂ ತಂಡಗಳು ಆಕ್ರಮಣಕಾರಿ ಆಟವಾಡಿದವು. ಕೊನೆಯ ನಿಮಿಷಗಳಲ್ಲಿ ಭಾರತದ ರಕ್ಷಣಾ ವಿಭಾಗ ಉತ್ತಮ ಪ್ರದರ್ಶನ ನೀಡಿ ಮುನ್ನಡೆ ಕಾಯ್ದುಕೊಂಡಿತು. ಮುಂದಿನ ಪಂದ್ಯದಲ್ಲಿ ಭಾರತ ತಂಡ ಇರಾನ್ ವಿರುದ್ಧ ಸೆಣಸಲಿದೆ.	[592, 1682, 831, 1759]
box3-text: ಅತ್ತ ರನ್ನರ್-ಅಪ್ ಆಗಿ ಹೊರಹೊಮ್ಮಿದ ಪದ್ಮಪ್ರಿಯಾ ರಮೇಶ್ ಕುಮಾರ್ ಕೂಡ ಟೂರ್ನಿಯುದ್ದಕ್ಕೂ ಗಮನ ಸೆಳೆದರು. ಫೈನಲ್‌ಗೂ ಮುನ್ನ ಆಡಿದ ಎಲ್ಲ ಪಂದ್ಯಗಳಲ್ಲಿ ಒಂದೂ ಸೆಟ್ ಬಿಟ್ಟುಕೊಡದೆ ಪ್ರಾಬಲ್ಯ ಮೆರೆದಿದ್ದರು. 14 ವರ್ಷದೊಳಗಿನವರ ವಿಭಾಗದಲ್ಲೂ ಅವರು ಉತ್ತಮ ಸಾಧನೆ ಮಾಡಿದ್ದು ಭವಿಷ್ಯದ ತಾರೆ ಎನಿಸಿಕೊಂಡಿದ್ದಾರೆ.	[962, 370, 1256, 431]
cw-letter-3: ಬಂ	[965, 1946, 1020, 1982]
boxing-body-mid: ಸಾಧಿಸಿದರು. ಆರಂಭದಿಂದಲೇ ದಿಟ್ಟತನ ಪ್ರದರ್ಶಿಸಿದ ಬಾಕ್ಸರ್‌ಗಳು ಜಯ ಸಾಧಿಸಿದರು. ಮಹಿಳೆಯರ 54 ಕೆಜಿ ವಿಭಾಗದಲ್ಲಿ ಪ್ರೀತಿ ಜಯ ಗಳಿಸಿದರು.	[284, 2183, 513, 2227]
answers-down: 1.ಅಸ್ಮದಾ 2.ಮಧು 3.ಸಮುದ್ರ 4.ಮತರಾದ 5.ಗಿರಾಕಿ 9.ಬಳಸು 12.ದುಡಿಮಿ 14.ನಡು	[1130, 2230, 1219, 2297]
cw-num-12: 12	[962, 2187, 975, 2198]
kiru-suddi-logo	[48, 706, 301, 767]
quote-icon	[1279, 312, 1302, 335]
newspaper-name: ಹೊಸ ದಿಗಂತ	[118, 52, 283, 94]
cw-num-5: 5	[803, 2081, 810, 2092]
crossword-title	[853, 1945, 1076, 1983]
trophy-right	[446, 477, 480, 538]
athlete-figure	[470, 873, 601, 1103]
cw-num-15: 15	[1068, 2240, 1081, 2251]
